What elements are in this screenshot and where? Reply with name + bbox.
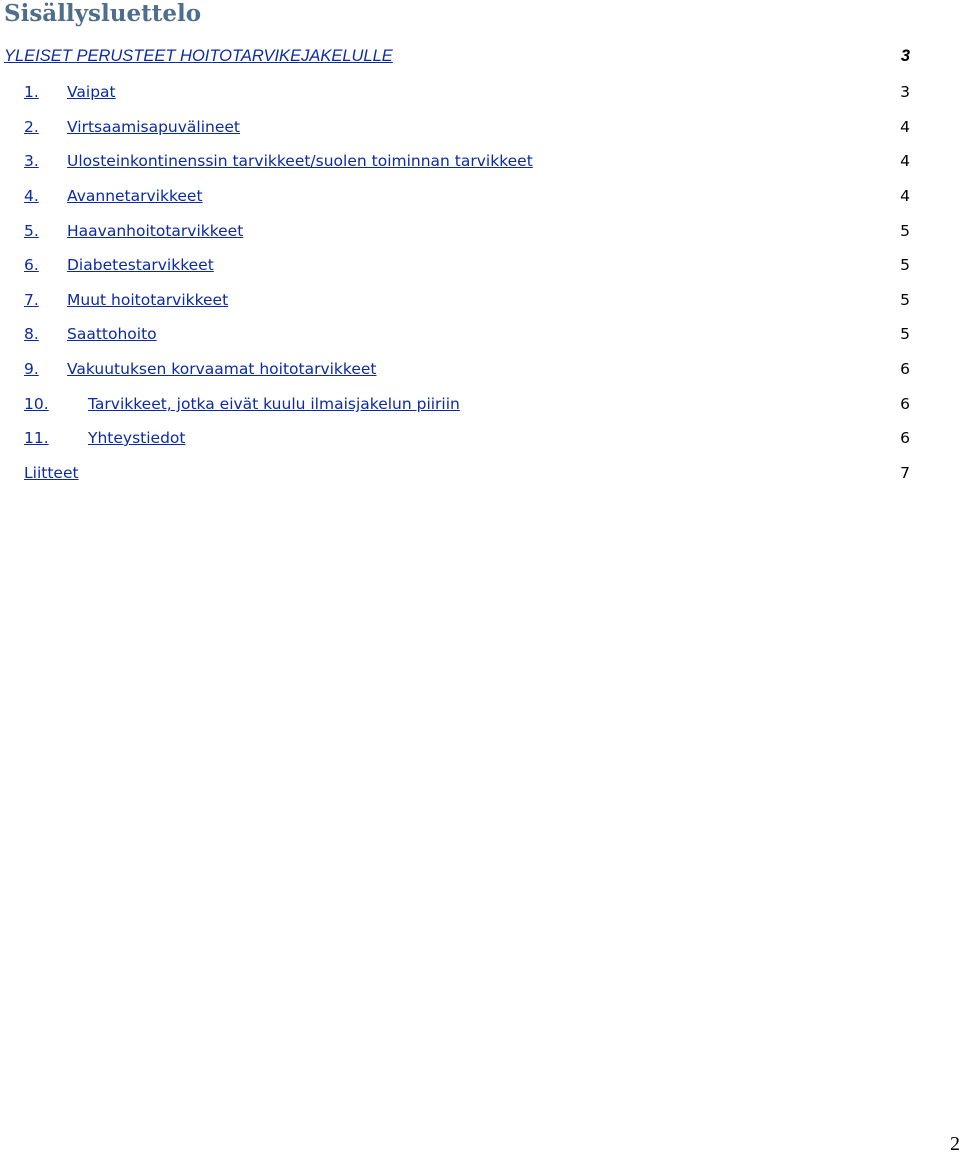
toc-entry[interactable] (24, 115, 910, 139)
toc-entry-page: 5 (900, 325, 910, 343)
toc-appendix[interactable] (24, 461, 910, 485)
toc-entry-page: 6 (900, 360, 910, 378)
toc-entry[interactable] (24, 219, 910, 243)
toc-entry-page: 4 (900, 152, 910, 170)
toc-entry-number[interactable]: 9. (24, 360, 39, 378)
toc-entry-link[interactable]: Ulosteinkontinenssin tarvikkeet/suolen toiminnan tarvikkeet (67, 152, 533, 170)
toc-entry-link[interactable]: Haavanhoitotarvikkeet (67, 222, 244, 240)
toc-entry[interactable] (24, 426, 910, 450)
toc-entry[interactable] (24, 322, 910, 346)
toc-entry-number[interactable]: 8. (24, 325, 39, 343)
toc-entry-page: 4 (900, 118, 910, 136)
toc-entry-page: 5 (900, 256, 910, 274)
toc-entry[interactable] (24, 149, 910, 173)
toc-entry-page: 5 (900, 291, 910, 309)
toc-entry-number[interactable]: 6. (24, 256, 39, 274)
toc-appendix-link[interactable]: Liitteet (24, 464, 79, 482)
page-number: 2 (950, 1133, 960, 1155)
toc-main-entry-link[interactable]: YLEISET PERUSTEET HOITOTARVIKEJAKELULLE (4, 47, 393, 65)
toc-entry-link[interactable]: Muut hoitotarvikkeet (67, 291, 229, 309)
toc-entry-link[interactable]: Virtsaamisapuvälineet (67, 118, 240, 136)
toc-entry-number[interactable]: 7. (24, 291, 39, 309)
toc-entry-number[interactable]: 10. (24, 395, 49, 413)
toc-entry-page: 6 (900, 395, 910, 413)
toc-entry-number[interactable]: 5. (24, 222, 39, 240)
toc-entry-page: 4 (900, 187, 910, 205)
toc-entry-number[interactable]: 2. (24, 118, 39, 136)
toc-entry-link[interactable]: Diabetestarvikkeet (67, 256, 214, 274)
toc-main-entry-page: 3 (900, 47, 910, 65)
toc-entry-link[interactable]: Tarvikkeet, jotka eivät kuulu ilmaisjakelun piiriin (88, 395, 460, 413)
toc-entry[interactable] (24, 392, 910, 416)
toc-entry-number[interactable]: 11. (24, 429, 49, 447)
toc-entry-link[interactable]: Vakuutuksen korvaamat hoitotarvikkeet (67, 360, 377, 378)
toc-entry-page: 6 (900, 429, 910, 447)
toc-entry[interactable] (24, 357, 910, 381)
toc-entry[interactable] (24, 288, 910, 312)
toc-entry-number[interactable]: 3. (24, 152, 39, 170)
toc-entry-link[interactable]: Vaipat (67, 83, 116, 101)
toc-entry-number[interactable]: 1. (24, 83, 39, 101)
toc-main-entry[interactable] (4, 44, 910, 68)
toc-entry-link[interactable]: Saattohoito (67, 325, 157, 343)
toc-entry-number[interactable]: 4. (24, 187, 39, 205)
toc-appendix-page: 7 (900, 464, 910, 482)
toc-entry[interactable] (24, 184, 910, 208)
toc-entry[interactable] (24, 253, 910, 277)
toc-entry-page: 5 (900, 222, 910, 240)
toc-entry-link[interactable]: Yhteystiedot (88, 429, 186, 447)
toc-entry[interactable] (24, 80, 910, 104)
toc-entry-link[interactable]: Avannetarvikkeet (67, 187, 203, 205)
toc-title: Sisällysluettelo (4, 0, 202, 27)
toc-entry-page: 3 (900, 83, 910, 101)
